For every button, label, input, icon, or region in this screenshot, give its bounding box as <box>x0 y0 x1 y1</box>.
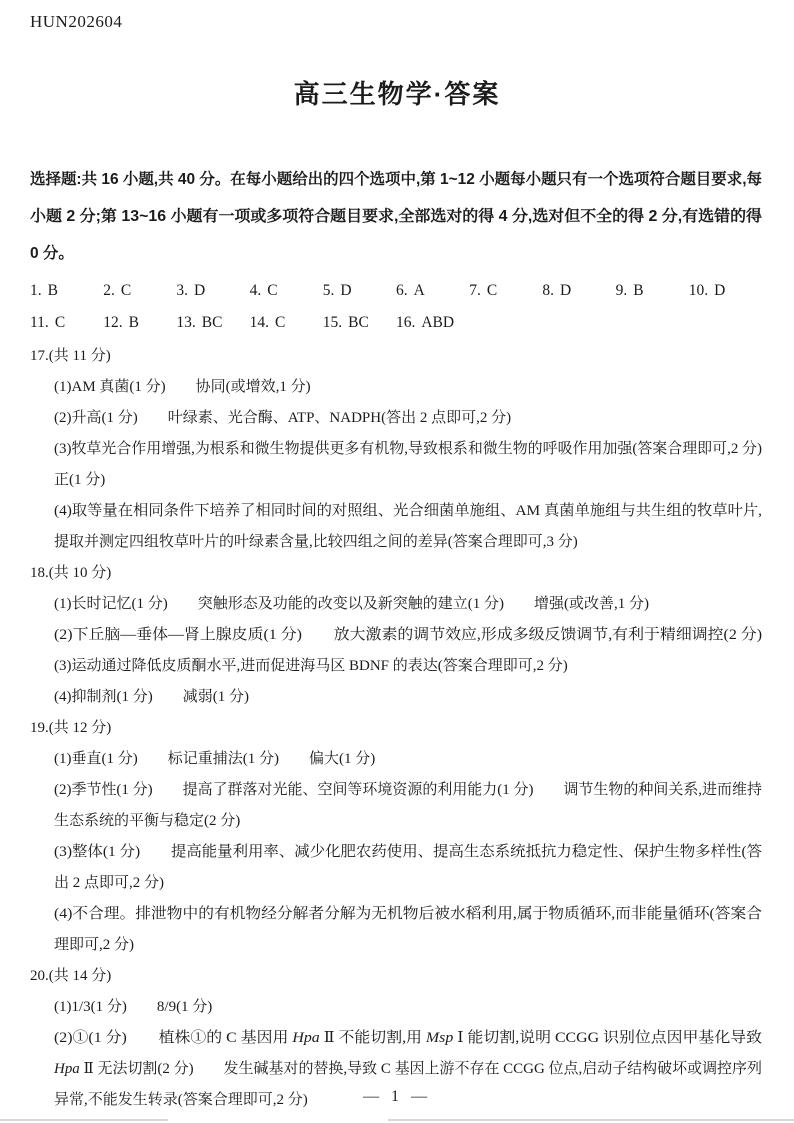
choice-letters: D <box>560 282 572 299</box>
answer-line: (4)不合理。排泄物中的有机物经分解者分解为无机物后被水稻利用,属于物质循环,而非能量循环(答案合 <box>54 906 762 922</box>
choice-answer <box>176 275 249 307</box>
choice-answers-grid <box>30 275 762 339</box>
answer-line <box>54 1023 794 1054</box>
choice-letters: B <box>128 314 139 331</box>
answer-line <box>54 1054 761 1085</box>
question-17-section <box>30 341 762 558</box>
choice-number: 12. <box>103 314 123 331</box>
answer-line: (4)取等量在相同条件下培养了相同时间的对照组、光合细菌单施组、AM 真菌单施组与共生组的牧草叶片, <box>54 503 762 519</box>
scan-artifact <box>0 1119 168 1121</box>
page-number: — 1 — <box>363 1088 431 1105</box>
choice-answer <box>542 275 615 307</box>
answer-line: (3)牧草光合作用增强,为根系和微生物提供更多有机物,导致根系和微生物的呼吸作用加强(答案合理即可,2 分) <box>54 441 762 457</box>
answer-line: (1)长时记忆(1 分) 突触形态及功能的改变以及新突触的建立(1 分) 增强(或改善,1 分) <box>54 596 649 612</box>
choice-answer <box>30 307 103 339</box>
question-heading: 19.(共 12 分) <box>30 720 112 736</box>
choice-answer <box>30 275 103 307</box>
choice-number: 13. <box>176 314 196 331</box>
answer-line: (1)1/3(1 分) 8/9(1 分) <box>54 999 213 1015</box>
answer-line: (1)AM 真菌(1 分) 协同(或增效,1 分) <box>54 379 311 395</box>
question-18-section <box>30 558 762 713</box>
answer-line: (2)升高(1 分) 叶绿素、光合酶、ATP、NADPH(答出 2 点即可,2 分) <box>54 410 512 426</box>
instructions-line: 小题 2 分;第 13~16 小题有一项或多项符合题目要求,全部选对的得 4 分,选对但不全的得 2 分,有选错的得 <box>30 208 762 225</box>
choice-answer <box>250 307 323 339</box>
choice-letters: C <box>120 282 132 299</box>
choice-answer <box>616 275 689 307</box>
choice-letters: D <box>194 282 206 299</box>
instructions-line: 选择题:共 16 小题,共 40 分。在每小题给出的四个选项中,第 1~12 小题每小题只有一个选项符合题目要求,每 <box>30 171 762 188</box>
answer-text: Ⅱ 不能切割,用 <box>319 1030 426 1046</box>
choice-number: 9. <box>615 282 628 299</box>
answer-line: (2)季节性(1 分) 提高了群落对光能、空间等环境资源的利用能力(1 分) 调节生物的种间关系,进而维持 <box>54 782 762 798</box>
choice-number: 6. <box>395 282 408 299</box>
choice-number: 5. <box>322 282 335 299</box>
choice-answer <box>396 307 469 339</box>
answer-text: Ⅰ 能切割,说明 CCGG 识别位点因甲基化导致 <box>453 1030 762 1046</box>
page-title: 高三生物学·答案 <box>293 79 501 109</box>
choice-number: 16. <box>395 314 416 331</box>
question-heading: 20.(共 14 分) <box>30 968 112 984</box>
choice-answer <box>689 275 762 307</box>
choice-answer <box>469 275 542 307</box>
answer-line: (3)整体(1 分) 提高能量利用率、减少化肥农药使用、提高生态系统抵抗力稳定性、保护生物多样性(答 <box>54 844 762 860</box>
answer-line: (3)运动通过降低皮质酮水平,进而促进海马区 BDNF 的表达(答案合理即可,2 分) <box>54 658 568 674</box>
choice-letters: ABD <box>421 314 455 331</box>
instructions-line: 0 分。 <box>30 245 74 262</box>
choice-letters: B <box>633 282 644 299</box>
answer-line: (4)抑制剂(1 分) 减弱(1 分) <box>54 689 249 705</box>
choice-number: 14. <box>249 314 269 331</box>
choice-number: 11. <box>30 314 49 331</box>
choice-answer <box>250 275 323 307</box>
answer-line: 出 2 点即可,2 分) <box>54 875 164 891</box>
choice-answer <box>103 275 176 307</box>
choice-number: 1. <box>30 282 42 299</box>
choice-letters: D <box>340 282 352 299</box>
question-heading: 17.(共 11 分) <box>30 348 111 364</box>
choice-letters: BC <box>348 314 369 331</box>
answer-line: 生态系统的平衡与稳定(2 分) <box>54 813 241 829</box>
choice-number: 8. <box>542 282 555 299</box>
answer-line: 理即可,2 分) <box>54 937 134 953</box>
answer-line: (2)下丘脑—垂体—肾上腺皮质(1 分) 放大激素的调节效应,形成多级反馈调节,有利于精细调控(2 分) <box>54 627 762 643</box>
choice-letters: C <box>274 314 286 331</box>
question-heading: 18.(共 10 分) <box>30 565 112 581</box>
paper-code: HUN202604 <box>30 12 123 31</box>
answer-line: 提取并测定四组牧草叶片的叶绿素含量,比较四组之间的差异(答案合理即可,3 分) <box>54 534 578 550</box>
choice-letters: C <box>486 282 498 299</box>
answer-text: (2)①(1 分) 植株①的 C 基因用 <box>54 1030 293 1046</box>
choice-number: 7. <box>469 282 481 299</box>
choice-letters: C <box>267 282 278 299</box>
answer-line: 正(1 分) <box>54 472 106 488</box>
choice-number: 2. <box>103 282 115 299</box>
choice-answer <box>396 275 469 307</box>
enzyme-name-italic: Hpa <box>292 1030 320 1046</box>
choice-letters: D <box>714 282 726 299</box>
enzyme-name-italic: Hpa <box>54 1061 80 1077</box>
answer-line: (1)垂直(1 分) 标记重捕法(1 分) 偏大(1 分) <box>54 751 376 767</box>
answer-text: Ⅱ 无法切割(2 分) 发生碱基对的替换,导致 C 基因上游不存在 CCGG 位点,启动子结构破坏或调控序列 <box>79 1061 763 1077</box>
choice-number: 10. <box>688 282 709 299</box>
choice-answer <box>323 275 396 307</box>
page-content <box>30 161 762 1116</box>
choice-number: 15. <box>322 314 343 331</box>
choice-answer <box>103 307 176 339</box>
scan-artifact <box>388 1119 794 1121</box>
choice-answer <box>323 307 396 339</box>
choice-number: 3. <box>176 282 189 299</box>
choice-letters: C <box>54 314 66 331</box>
answer-line: 异常,不能发生转录(答案合理即可,2 分) <box>54 1092 308 1108</box>
choice-answer <box>176 307 249 339</box>
choice-letters: A <box>413 282 425 299</box>
choice-number: 4. <box>249 282 262 299</box>
choice-letters: BC <box>201 314 223 331</box>
question-19-section <box>30 713 762 961</box>
enzyme-name-italic: Msp <box>425 1030 454 1046</box>
choice-letters: B <box>47 282 58 299</box>
instructions <box>30 161 762 272</box>
